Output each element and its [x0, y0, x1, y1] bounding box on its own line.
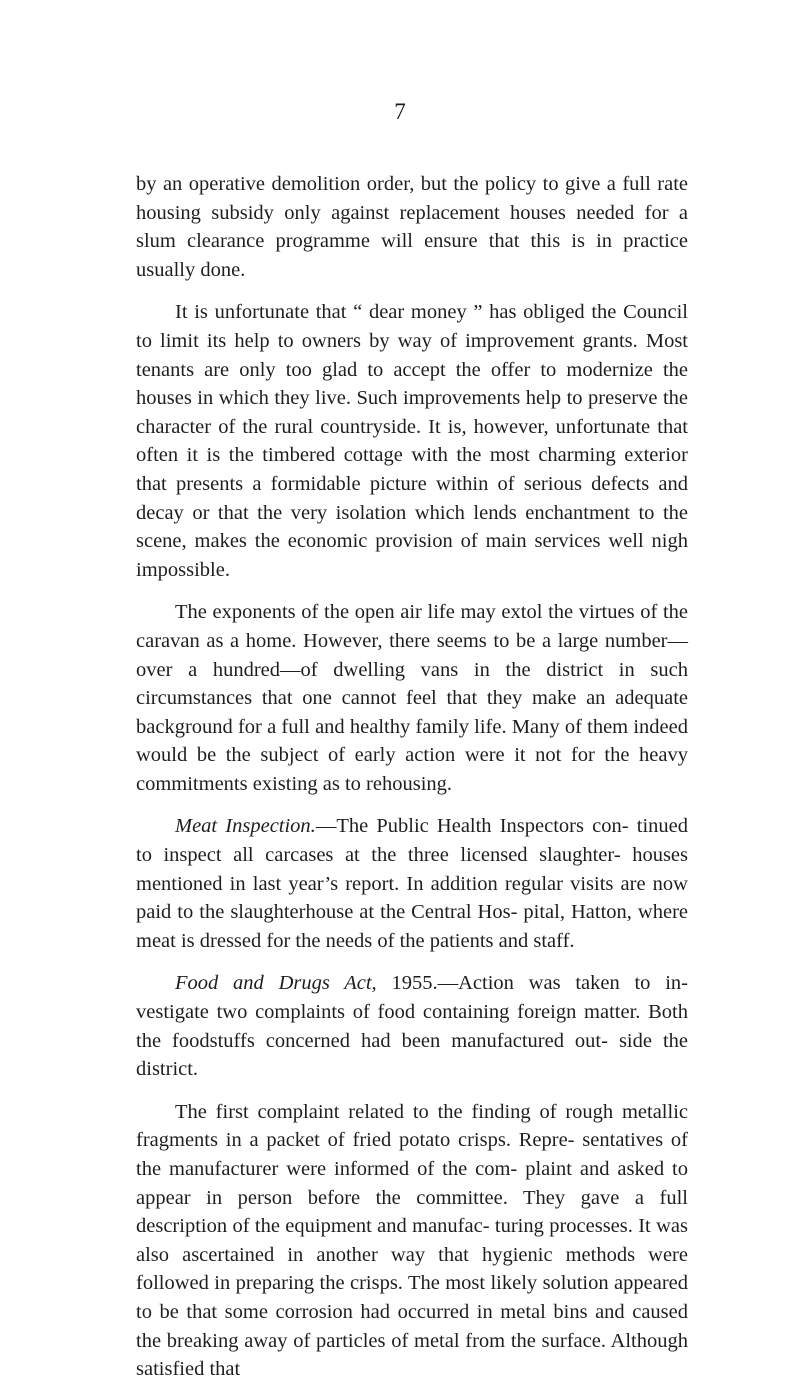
paragraph-dear-money: It is unfortunate that “ dear money ” has obliged the Council to limit its help to owners by way of improvement grants. Most tenants are only too glad to accept the offer to modernize the houses in which they live. Such improvements help to preserve the character of the rural countryside. It is, however, unfortunate that often it is the timbered cottage with the most charming exterior that presents a formidable picture within of serious defects and decay or that the very isolation which lends enchantment to the scene, makes the economic provision of main services well nigh impossible.: [136, 301, 688, 581]
paragraph-food-and-drugs-act: [136, 969, 688, 1083]
paragraph-caravans: The exponents of the open air life may extol the virtues of the caravan as a home. However, there seems to be a large number—over a hundred—of dwelling vans in the district in such circumstances that one cannot feel that they make an adequate background for a full and healthy family life. Many of them indeed would be the subject of early action were it not for the heavy commitments existing as to rehousing.: [136, 601, 688, 795]
meat-inspection-heading: Meat Inspection.: [175, 815, 316, 838]
food-and-drugs-act-heading: Food and Drugs Act,: [175, 972, 377, 995]
body-text: [136, 170, 688, 1398]
page-number: 7: [394, 99, 406, 124]
meat-inspection-text: —The Public Health Inspectors con- tinued to inspect all carcases at the three licensed slaughter- houses mentioned in last year’s report. In addition regular visits are now paid to the slaughterhouse at the Central Hos- pital, Hatton, where meat is dressed for the needs of the patients and staff.: [136, 815, 688, 952]
food-and-drugs-act-text: 1955.—Action was taken to in- vestigate two complaints of food containing foreign matter. Both the foodstuffs concerned had been manufactured out- side the district.: [136, 972, 688, 1081]
paragraph-meat-inspection: [136, 812, 688, 955]
paragraph-first-complaint: The first complaint related to the finding of rough metallic fragments in a packet of fried potato crisps. Repre- sentatives of the manufacturer were informed of the com- plaint and asked to appear in person before the committee. They gave a full description of the equipment and manufac- turing processes. It was also ascertained in another way that hygienic methods were followed in preparing the crisps. The most likely solution appeared to be that some corrosion had occurred in metal bins and caused the breaking away of particles of metal from the surface. Although satisfied that: [136, 1100, 688, 1381]
paragraph-housing-subsidy: by an operative demolition order, but the policy to give a full rate housing subsidy only against replacement houses needed for a slum clearance programme will ensure that this is in practice usually done.: [136, 173, 688, 281]
